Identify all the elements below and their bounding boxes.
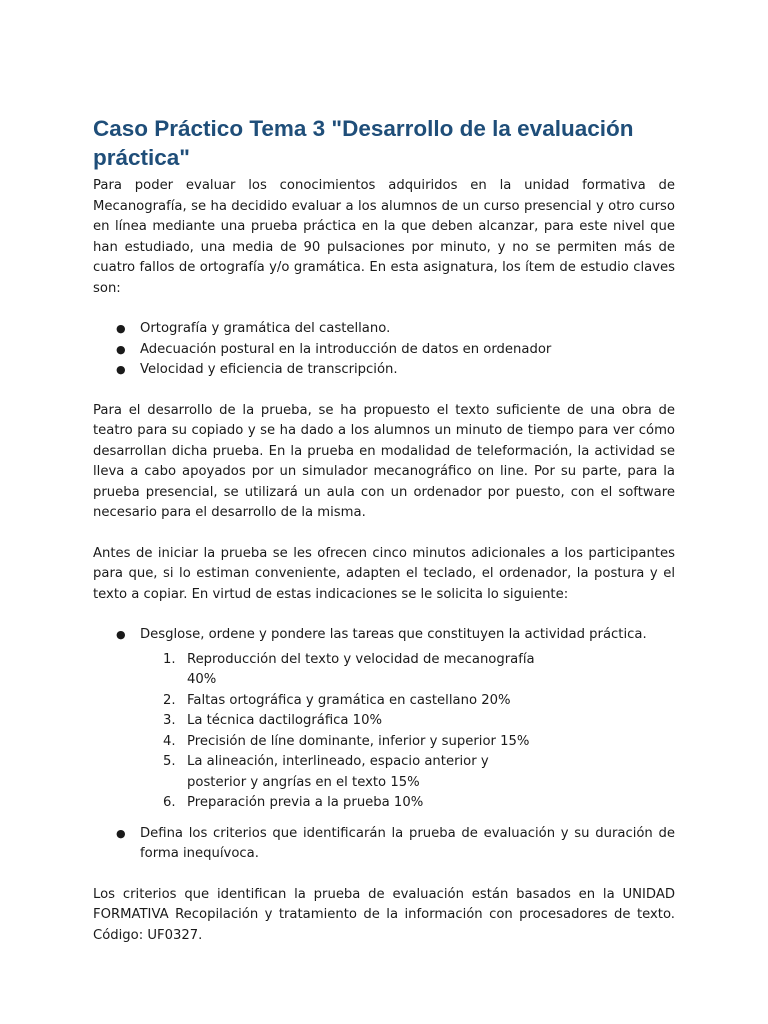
task-breakdown-list	[140, 650, 675, 814]
task-item	[140, 824, 675, 865]
list-item: 1. Reproducción del texto y velocidad de mecanografía 40%	[163, 651, 535, 687]
list-item: 4. Precisión de líne dominante, inferior y superior 15%	[163, 733, 530, 749]
task-label: Desglose, ordene y pondere las tareas que constituyen la actividad práctica.	[140, 627, 647, 642]
list-item: ● Adecuación postural en la introducción de datos en ordenador	[140, 340, 675, 361]
document-title: Caso Práctico Tema 3 "Desarrollo de la evaluación práctica"	[93, 116, 634, 170]
list-item: ● Velocidad y eficiencia de transcripción.	[140, 360, 675, 381]
list-item: ● Ortografía y gramática del castellano.	[140, 319, 675, 340]
task-item	[140, 625, 675, 814]
key-items-list	[93, 319, 675, 381]
development-paragraph: Para el desarrollo de la prueba, se ha propuesto el texto suficiente de una obra de teatro para su copiado y se ha dado a los alumnos un minuto de tiempo para ver cómo desarrollan dicha prueba. En la prueba en modalidad de teleformación, la actividad se lleva a cabo apoyados por un simulador mecanográfico on line. Por su parte, para la prueba presencial, se utilizará un aula con un ordenador por puesto, con el software necesario para el desarrollo de la misma.	[93, 402, 675, 520]
tasks-list	[93, 625, 675, 865]
instructions-paragraph: Antes de iniciar la prueba se les ofrecen cinco minutos adicionales a los participantes para que, si lo estiman conveniente, adapten el teclado, el ordenador, la postura y el texto a copiar. En virtud de estas indicaciones se le solicita lo siguiente:	[93, 545, 675, 602]
intro-paragraph: Para poder evaluar los conocimientos adquiridos en la unidad formativa de Mecanografía, se ha decidido evaluar a los alumnos de un curso presencial y otro curso en línea mediante una prueba práctica en la que deben alcanzar, para este nivel que han estudiado, una media de 90 pulsaciones por minuto, y no se permiten más de cuatro fallos de ortografía y/o gramática. En esta asignatura, los ítem de estudio claves son:	[93, 178, 675, 296]
list-item: 6. Preparación previa a la prueba 10%	[163, 795, 424, 810]
task-label: Defina los criterios que identificarán la prueba de evaluación y su duración de forma inequívoca.	[140, 825, 675, 861]
list-item: 2. Faltas ortográfica y gramática en castellano 20%	[163, 692, 511, 708]
list-item: 3. La técnica dactilográfica 10%	[163, 713, 382, 728]
criteria-paragraph: Los criterios que identifican la prueba de evaluación están basados en la UNIDAD FORMATIVA Recopilación y tratamiento de la información con procesadores de texto. Código: UF0327.	[93, 886, 675, 943]
list-item: 5. La alineación, interlineado, espacio anterior y posterior y angrías en el texto 15%	[163, 754, 489, 790]
